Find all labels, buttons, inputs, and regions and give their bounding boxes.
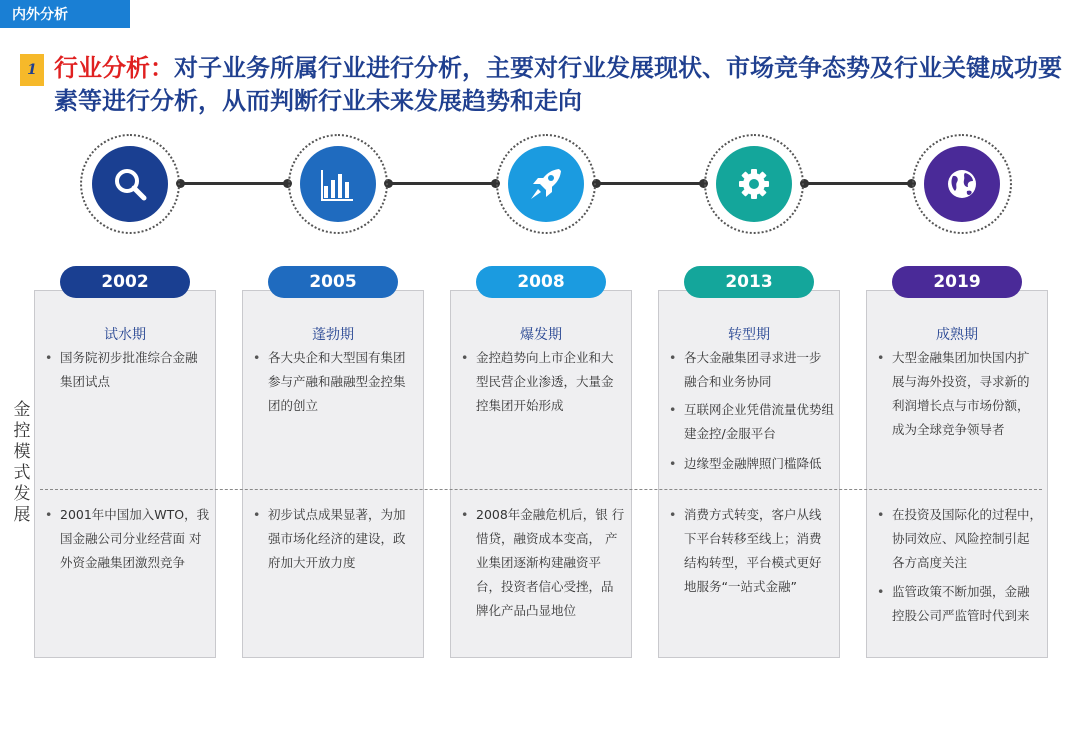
stage-icon-circle bbox=[912, 134, 1012, 234]
stage-bullet: • 各大央企和大型国有集团 参与产融和融融型金控集 团的创立 bbox=[268, 346, 420, 418]
timeline-connector bbox=[596, 182, 704, 185]
stage-bullet: • 初步试点成果显著，为加 强市场化经济的建设，政 府加大开放力度 bbox=[268, 503, 420, 575]
year-badge: 2019 bbox=[892, 266, 1022, 298]
phase-title: 蓬勃期 bbox=[312, 327, 354, 343]
phase-title: 爆发期 bbox=[520, 327, 562, 343]
stage-bullet: • 监管政策不断加强，金融 控股公司严监管时代到来 bbox=[892, 580, 1042, 628]
stage-bullet: • 各大金融集团寻求进一步 融合和业务协同 bbox=[684, 346, 834, 394]
section-tab bbox=[0, 0, 130, 28]
gear-icon bbox=[734, 164, 774, 204]
title-text: 对子业务所属行业进行分析，主要对行业发展现状、市场竞争态势及行业关键成功要素等进行分析，从而判断行业未来发展趋势和走向 bbox=[54, 54, 1062, 115]
globe-icon bbox=[942, 164, 982, 204]
rocket-icon bbox=[526, 164, 566, 204]
bar-chart-icon bbox=[318, 164, 358, 204]
year-badge: 2008 bbox=[476, 266, 606, 298]
year-badge: 2005 bbox=[268, 266, 398, 298]
page-title bbox=[54, 52, 1064, 118]
stage-bullet: • 在投资及国际化的过程中，协同效应、风险控制引起 各方高度关注 bbox=[892, 503, 1044, 575]
section-tab-label: 内外分析 bbox=[12, 7, 68, 23]
phase-title: 成熟期 bbox=[936, 327, 978, 343]
timeline-connector bbox=[388, 182, 496, 185]
stage-icon-circle bbox=[496, 134, 596, 234]
phase-title: 转型期 bbox=[728, 327, 770, 343]
phase-title: 试水期 bbox=[104, 327, 146, 343]
stage-bullet: • 2001年中国加入WTO，我国金融公司分业经营面 对外资金融集团激烈竞争 bbox=[60, 503, 212, 575]
stage-bullet: • 金控趋势向上市企业和大 型民营企业渗透，大量金 控集团开始形成 bbox=[476, 346, 626, 418]
title-highlight: 行业分析： bbox=[54, 54, 174, 82]
section-divider bbox=[40, 489, 1042, 490]
stage-bullet: • 2008年金融危机后，银 行惜贷，融资成本变高， 产业集团逐渐构建融资平 台，投资者信心受挫，品 牌化产品凸显地位 bbox=[476, 503, 626, 623]
section-number-badge: 1 bbox=[20, 54, 44, 86]
stage-bullet: • 边缘型金融牌照门槛降低 bbox=[684, 452, 834, 476]
timeline-connector bbox=[804, 182, 912, 185]
stage-bullet: • 国务院初步批准综合金融 集团试点 bbox=[60, 346, 206, 394]
stage-bullet: • 互联网企业凭借流量优势组建金控/金服平台 bbox=[684, 398, 834, 446]
side-label: 金控模式发展 bbox=[13, 400, 31, 525]
year-badge: 2013 bbox=[684, 266, 814, 298]
timeline-connector bbox=[180, 182, 288, 185]
stage-icon-circle bbox=[704, 134, 804, 234]
stage-icon-circle bbox=[288, 134, 388, 234]
stage-icon-circle bbox=[80, 134, 180, 234]
stage-bullet: • 消费方式转变，客户从线 下平台转移至线上；消费 结构转型，平台模式更好 地服务“一站式金融” bbox=[684, 503, 836, 599]
year-badge: 2002 bbox=[60, 266, 190, 298]
stage-bullet: • 大型金融集团加快国内扩 展与海外投资，寻求新的 利润增长点与市场份额， 成为全球竞争领导者 bbox=[892, 346, 1042, 442]
search-icon bbox=[110, 164, 150, 204]
